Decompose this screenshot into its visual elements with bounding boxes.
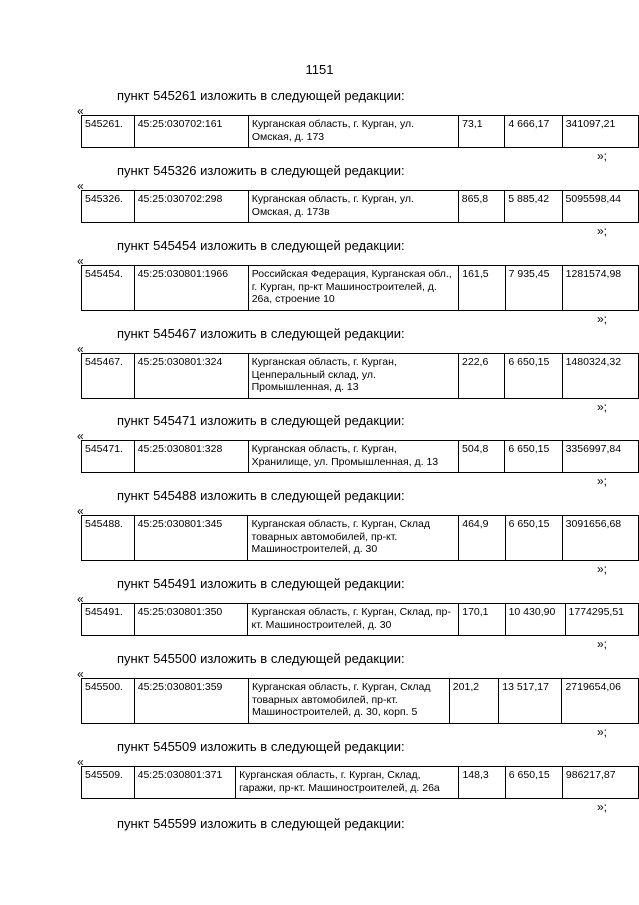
closing-quote: »; xyxy=(597,562,608,576)
opening-quote: « xyxy=(77,254,84,268)
table-row xyxy=(82,116,639,148)
address-cell: Курганская область, г. Курган, ул. Омская, д. 173 xyxy=(248,116,458,148)
address-cell: Курганская область, г. Курган, Склад товарных автомобилей, пр-кт. Машиностроителей, д. 30, корп. 5 xyxy=(248,679,449,724)
registry-row-table xyxy=(81,678,639,724)
table-row xyxy=(82,679,639,724)
closing-quote: »; xyxy=(597,800,608,814)
closing-quote: »; xyxy=(597,725,608,739)
table-row xyxy=(82,354,639,399)
cadastral-number-cell: 45:25:030801:345 xyxy=(134,516,248,561)
address-cell: Курганская область, г. Курган, Склад, гаражи, пр-кт. Машиностроителей, д. 26а xyxy=(236,767,459,799)
cadastral-value-cell: 2719654,06 xyxy=(562,679,639,724)
area-cell: 222,6 xyxy=(459,354,505,399)
registry-row-table xyxy=(81,353,639,399)
row-number-cell: 545471. xyxy=(82,441,135,473)
closing-quote: »; xyxy=(597,312,608,326)
address-cell: Курганская область, г. Курган, Хранилище, ул. Промышленная, д. 13 xyxy=(248,441,458,473)
opening-quote: « xyxy=(77,342,84,356)
opening-quote: « xyxy=(77,755,84,769)
registry-row-table xyxy=(81,515,639,561)
opening-quote: « xyxy=(77,592,84,606)
trailing-intro-text: пункт 545599 изложить в следующей редакции: xyxy=(117,816,405,831)
area-cell: 161,5 xyxy=(459,266,505,311)
closing-quote: »; xyxy=(597,637,608,651)
registry-row-table xyxy=(81,265,639,311)
unit-price-cell: 4 666,17 xyxy=(505,116,562,148)
cadastral-value-cell: 986217,87 xyxy=(562,767,638,799)
opening-quote: « xyxy=(77,504,84,518)
closing-quote: »; xyxy=(597,149,608,163)
unit-price-cell: 10 430,90 xyxy=(505,604,565,636)
unit-price-cell: 6 650,15 xyxy=(505,767,562,799)
closing-quote: »; xyxy=(597,224,608,238)
table-row xyxy=(82,767,639,799)
row-number-cell: 545467. xyxy=(82,354,135,399)
row-number-cell: 545261. xyxy=(82,116,135,148)
amendment-intro-text: пункт 545454 изложить в следующей редакции: xyxy=(117,238,405,253)
closing-quote: »; xyxy=(597,400,608,414)
opening-quote: « xyxy=(77,104,84,118)
cadastral-number-cell: 45:25:030702:298 xyxy=(134,191,248,223)
table-row xyxy=(82,191,639,223)
registry-row-table xyxy=(81,115,639,148)
area-cell: 464,9 xyxy=(459,516,505,561)
row-number-cell: 545454. xyxy=(82,266,135,311)
address-cell: Российская Федерация, Курганская обл., г. Курган, пр-кт Машиностроителей, д. 26а, строение 10 xyxy=(248,266,459,311)
cadastral-value-cell: 1281574,98 xyxy=(562,266,638,311)
cadastral-number-cell: 45:25:030801:350 xyxy=(134,604,248,636)
row-number-cell: 545326. xyxy=(82,191,135,223)
area-cell: 504,8 xyxy=(459,441,505,473)
address-cell: Курганская область, г. Курган, Склад, пр-кт. Машиностроителей, д. 30 xyxy=(248,604,459,636)
cadastral-number-cell: 45:25:030801:371 xyxy=(134,767,236,799)
table-row xyxy=(82,516,639,561)
cadastral-number-cell: 45:25:030801:359 xyxy=(134,679,248,724)
registry-row-table xyxy=(81,440,639,473)
area-cell: 170,1 xyxy=(459,604,505,636)
opening-quote: « xyxy=(77,179,84,193)
page-number: 1151 xyxy=(305,62,334,77)
cadastral-number-cell: 45:25:030801:1966 xyxy=(134,266,248,311)
registry-row-table xyxy=(81,766,639,799)
opening-quote: « xyxy=(77,429,84,443)
unit-price-cell: 5 885,42 xyxy=(505,191,562,223)
area-cell: 201,2 xyxy=(449,679,498,724)
address-cell: Курганская область, г. Курган, Ценперальный склад, ул. Промышленная, д. 13 xyxy=(248,354,458,399)
cadastral-value-cell: 5095598,44 xyxy=(562,191,638,223)
table-row xyxy=(82,604,639,636)
cadastral-value-cell: 3091656,68 xyxy=(562,516,638,561)
cadastral-number-cell: 45:25:030702:161 xyxy=(134,116,248,148)
opening-quote: « xyxy=(77,667,84,681)
cadastral-number-cell: 45:25:030801:324 xyxy=(134,354,248,399)
area-cell: 865,8 xyxy=(458,191,504,223)
cadastral-value-cell: 1774295,51 xyxy=(565,604,638,636)
amendment-intro-text: пункт 545509 изложить в следующей редакции: xyxy=(117,739,405,754)
table-row xyxy=(82,266,639,311)
amendment-intro-text: пункт 545500 изложить в следующей редакции: xyxy=(117,651,405,666)
unit-price-cell: 6 650,15 xyxy=(505,354,562,399)
unit-price-cell: 6 650,15 xyxy=(505,516,562,561)
amendment-intro-text: пункт 545326 изложить в следующей редакции: xyxy=(117,163,405,178)
closing-quote: »; xyxy=(597,474,608,488)
row-number-cell: 545491. xyxy=(82,604,135,636)
area-cell: 148,3 xyxy=(459,767,505,799)
area-cell: 73,1 xyxy=(459,116,505,148)
amendment-intro-text: пункт 545467 изложить в следующей редакции: xyxy=(117,326,405,341)
address-cell: Курганская область, г. Курган, ул. Омская, д. 173в xyxy=(248,191,458,223)
registry-row-table xyxy=(81,190,639,223)
row-number-cell: 545500. xyxy=(82,679,135,724)
amendment-intro-text: пункт 545488 изложить в следующей редакции: xyxy=(117,488,405,503)
row-number-cell: 545488. xyxy=(82,516,135,561)
cadastral-value-cell: 341097,21 xyxy=(562,116,638,148)
amendment-intro-text: пункт 545261 изложить в следующей редакции: xyxy=(117,88,405,103)
address-cell: Курганская область, г. Курган, Склад товарных автомобилей, пр-кт. Машиностроителей, д. 30 xyxy=(248,516,459,561)
table-row xyxy=(82,441,639,473)
registry-row-table xyxy=(81,603,639,636)
cadastral-value-cell: 3356997,84 xyxy=(562,441,638,473)
unit-price-cell: 13 517,17 xyxy=(499,679,562,724)
unit-price-cell: 7 935,45 xyxy=(505,266,562,311)
cadastral-value-cell: 1480324,32 xyxy=(562,354,638,399)
row-number-cell: 545509. xyxy=(82,767,135,799)
amendment-intro-text: пункт 545471 изложить в следующей редакции: xyxy=(117,413,405,428)
unit-price-cell: 6 650,15 xyxy=(505,441,562,473)
cadastral-number-cell: 45:25:030801:328 xyxy=(134,441,248,473)
amendment-intro-text: пункт 545491 изложить в следующей редакции: xyxy=(117,576,405,591)
